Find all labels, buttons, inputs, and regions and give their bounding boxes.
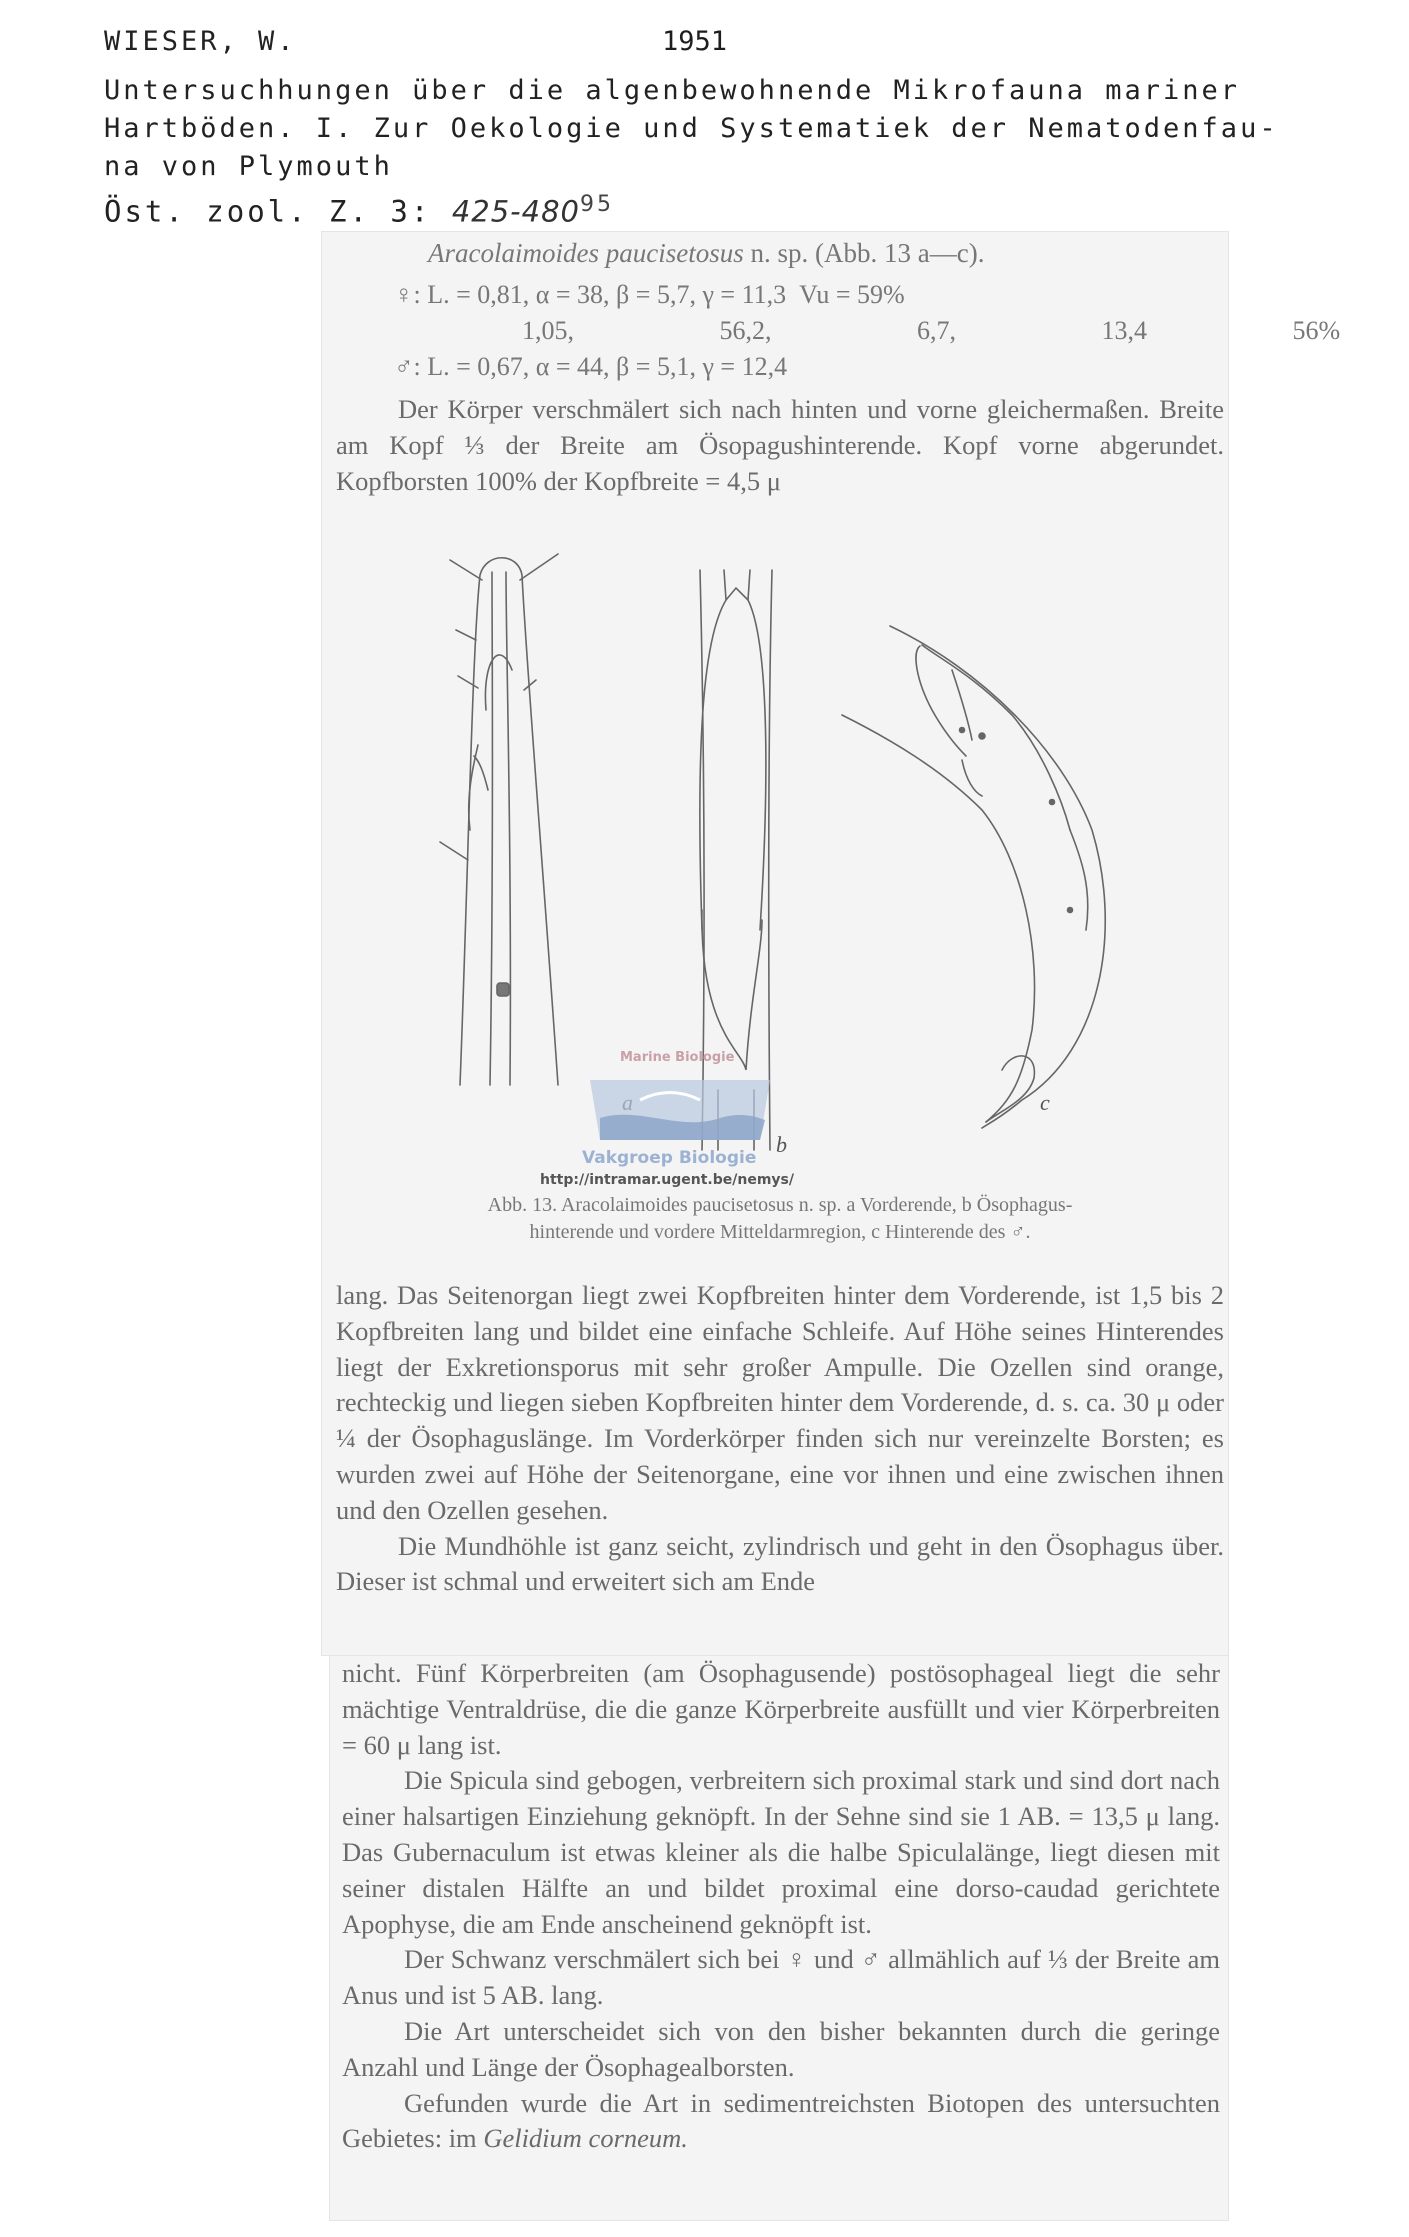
- year: 1951: [662, 26, 728, 57]
- paragraph-lateral-organ: lang. Das Seitenorgan liegt zwei Kopfbreiten hinter dem Vorderende, ist 1,5 bis 2 Kopfbreiten lang und bildet eine einfache Schleife. Auf Höhe seines Hinterendes liegt der Exkretionsporus mit sehr großer Ampulle. Die Ozellen sind orange, rechteckig und liegen sieben Kopfbreiten hinter dem Vorderende, d. s. ca. 30 μ oder ¼ der Ösophaguslänge. Im Vorderkörper finden sich nur vereinzelte Borsten; es wurden zwei auf Höhe der Seitenorgane, eine vor ihnen und eine zwischen ihnen und den Ozellen gesehen. Die Mundhöhle ist ganz seicht, zylindrisch und geht in den Ösophagus über. Dieser ist schmal und erweitert sich am Ende: [336, 1280, 1224, 1597]
- author: WIESER, W.: [104, 26, 297, 57]
- epithet: paucisetosus: [605, 238, 744, 268]
- title-line: Hartböden. I. Zur Oekologie und Systematiek der Nematodenfau-: [104, 113, 1279, 144]
- figure-label-c: c: [1040, 1090, 1050, 1115]
- paragraph-body-shape: Der Körper verschmälert sich nach hinten und vorne gleichermaßen. Breite am Kopf ⅓ der Breite am Ösopagushinterende. Kopf vorne abgerundet. Kopfborsten 100% der Kopfbreite = 4,5 μ: [336, 394, 1224, 496]
- title-line: Untersuchhungen über die algenbewohnende Mikrofauna mariner: [104, 75, 1241, 106]
- female-measurements-1: ♀: L. = 0,81, α = 38, β = 5,7, γ = 11,3 Vu = 59%: [394, 280, 905, 309]
- figure-a-anterior-end: [440, 554, 558, 1085]
- title: [104, 72, 1279, 186]
- male-measurements: ♂: L. = 0,67, α = 44, β = 5,1, γ = 12,4: [394, 352, 788, 381]
- page-note: 95: [580, 192, 614, 217]
- paragraph-ventral-gland: nicht. Fünf Körperbreiten (am Ösophagusende) postösophageal liegt die sehr mächtige Ventraldrüse, die die ganze Körperbreite ausfüllt und vier Körperbreiten = 60 μ lang ist. Die Spicula sind gebogen, verbreitern sich proximal stark und sind dort nach einer halsartigen Einziehung geknöpft. In der Sehne sind sie 1 AB. = 13,5 μ lang. Das Gubernaculum ist etwas kleiner als die halbe Spiculalänge, liegt diesen mit seiner distalen Hälfte an und bildet proximal eine dorso-caudad gerichtete Apophyse, die am Ende anscheinend geknöpft ist. Der Schwanz verschmälert sich bei ♀ und ♂ allmählich auf ⅓ der Breite am Anus und ist 5 AB. lang. Die Art unterscheidet sich von den bisher bekannten durch die geringe Anzahl und Länge der Ösophagealborsten. Gefunden wurde die Art in sedimentreichsten Biotopen des untersuchten Gebietes: im Gelidium corneum.: [342, 1656, 1220, 2157]
- journal-reference: [104, 192, 614, 229]
- heading-rest: n. sp. (Abb. 13 a—c).: [750, 238, 985, 268]
- female-measurements-2: 1,05, 56,2, 6,7, 13,4 56%: [522, 316, 1341, 345]
- journal: Öst. zool. Z. 3:: [104, 194, 432, 229]
- species-heading: [428, 238, 984, 269]
- figure-c-male-tail: [842, 626, 1105, 1128]
- title-line: na von Plymouth: [104, 151, 393, 182]
- genus: Aracolaimoides: [428, 238, 599, 268]
- figure-label-b: b: [776, 1132, 787, 1157]
- figure-caption: Abb. 13. Aracolaimoides paucisetosus n. sp. a Vorderende, b Ösophagus- hinterende und vordere Mitteldarmregion, c Hinterende des ♂.: [487, 1194, 1073, 1243]
- watermark-name: Vakgroep Biologie: [582, 1148, 757, 1168]
- watermark-url: http://intramar.ugent.be/nemys/: [540, 1172, 794, 1188]
- page-range: 425-480: [451, 194, 580, 229]
- paragraph-habitat: Gefunden wurde die Art in sedimentreichsten Biotopen des untersuchten Gebietes: im Gelidium corneum.: [342, 2087, 1220, 2154]
- watermark-arc-text: Marine Biologie: [620, 1050, 735, 1065]
